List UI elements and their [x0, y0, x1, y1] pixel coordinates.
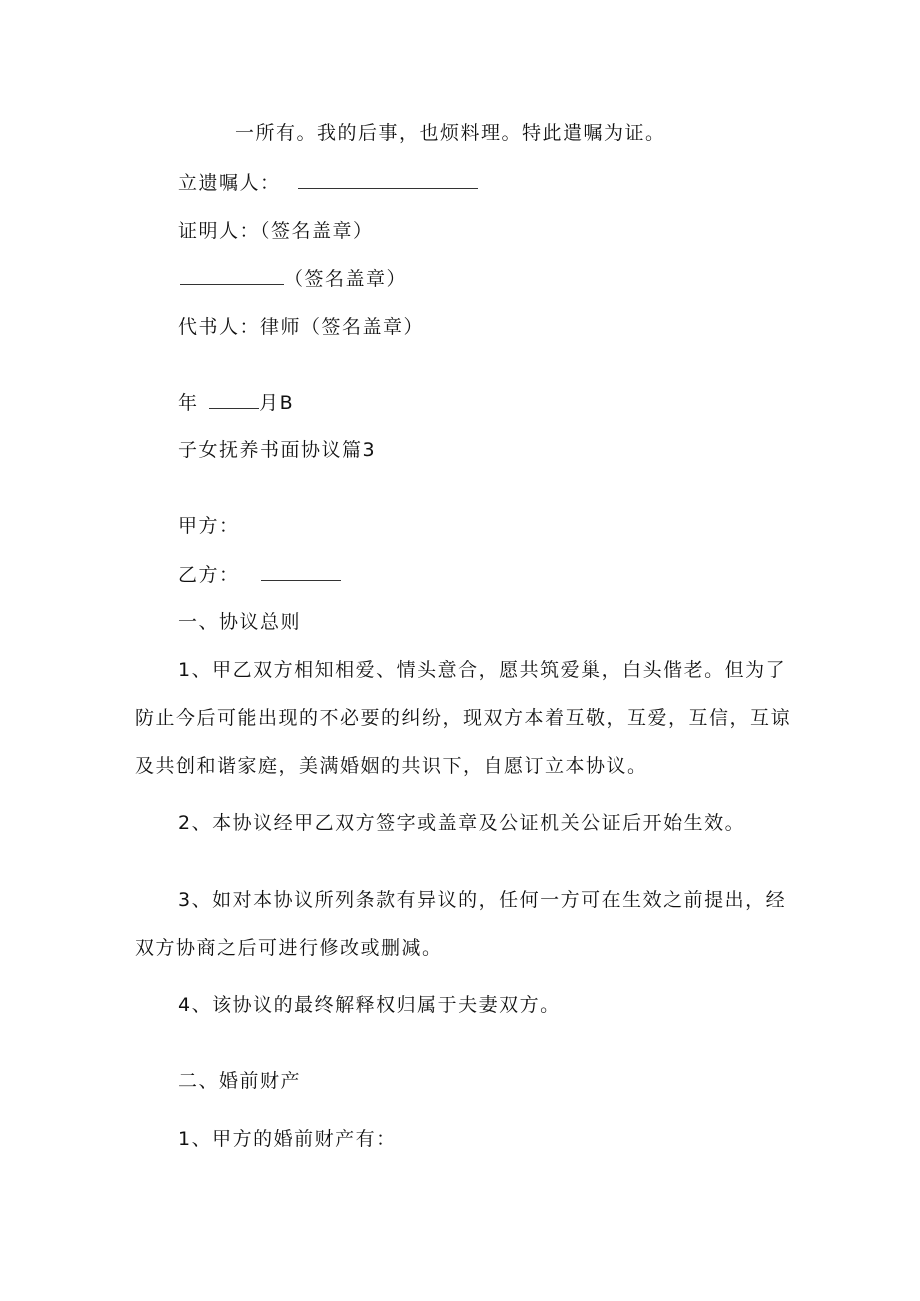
witness-2-suffix: （签名盖章） — [284, 268, 408, 290]
clause-1-1-line-2: 防止今后可能出现的不必要的纠纷，现双方本着互敬，互爱，互信，互谅 — [135, 707, 792, 729]
party-b-line — [178, 563, 341, 587]
date-month-blank — [209, 391, 259, 409]
witness-2-line — [180, 267, 407, 291]
date-line — [178, 391, 294, 415]
witness-2-signature-blank — [180, 267, 284, 285]
section-heading: 子女抚养书面协议篇3 — [178, 439, 377, 461]
clause-1-1-line-1: 1、甲乙双方相知相爱、情头意合，愿共筑爱巢，白头偕老。但为了 — [178, 659, 787, 681]
clause-1-2: 2、本协议经甲乙双方签字或盖章及公证机关公证后开始生效。 — [178, 812, 746, 834]
scribe-label: 代书人：律师（签名盖章） — [178, 316, 425, 338]
clause-1-1-line-3: 及共创和谐家庭，美满婚姻的共识下，自愿订立本协议。 — [135, 755, 648, 777]
date-month-day-label: 月B — [259, 392, 295, 414]
clause-1-3-line-1: 3、如对本协议所列条款有异议的，任何一方可在生效之前提出，经 — [178, 889, 787, 911]
section-1-title: 一、协议总则 — [178, 611, 302, 633]
section-2-title: 二、婚前财产 — [178, 1070, 302, 1092]
testator-label: 立遗嘱人： — [178, 172, 281, 194]
clause-1-3-line-2: 双方协商之后可进行修改或删减。 — [135, 937, 443, 959]
date-year-label: 年 — [178, 392, 199, 414]
will-closing-line: 一所有。我的后事，也烦料理。特此遣嘱为证。 — [235, 122, 666, 144]
party-b-label: 乙方： — [178, 564, 240, 586]
testator-signature-blank — [298, 171, 478, 189]
clause-1-4: 4、该协议的最终解释权归属于夫妻双方。 — [178, 994, 561, 1016]
witness-label: 证明人：（签名盖章） — [178, 220, 374, 242]
testator-line — [178, 171, 478, 195]
clause-2-1: 1、甲方的婚前财产有： — [178, 1128, 397, 1150]
party-b-blank — [261, 563, 341, 581]
party-a-label: 甲方： — [178, 515, 240, 537]
